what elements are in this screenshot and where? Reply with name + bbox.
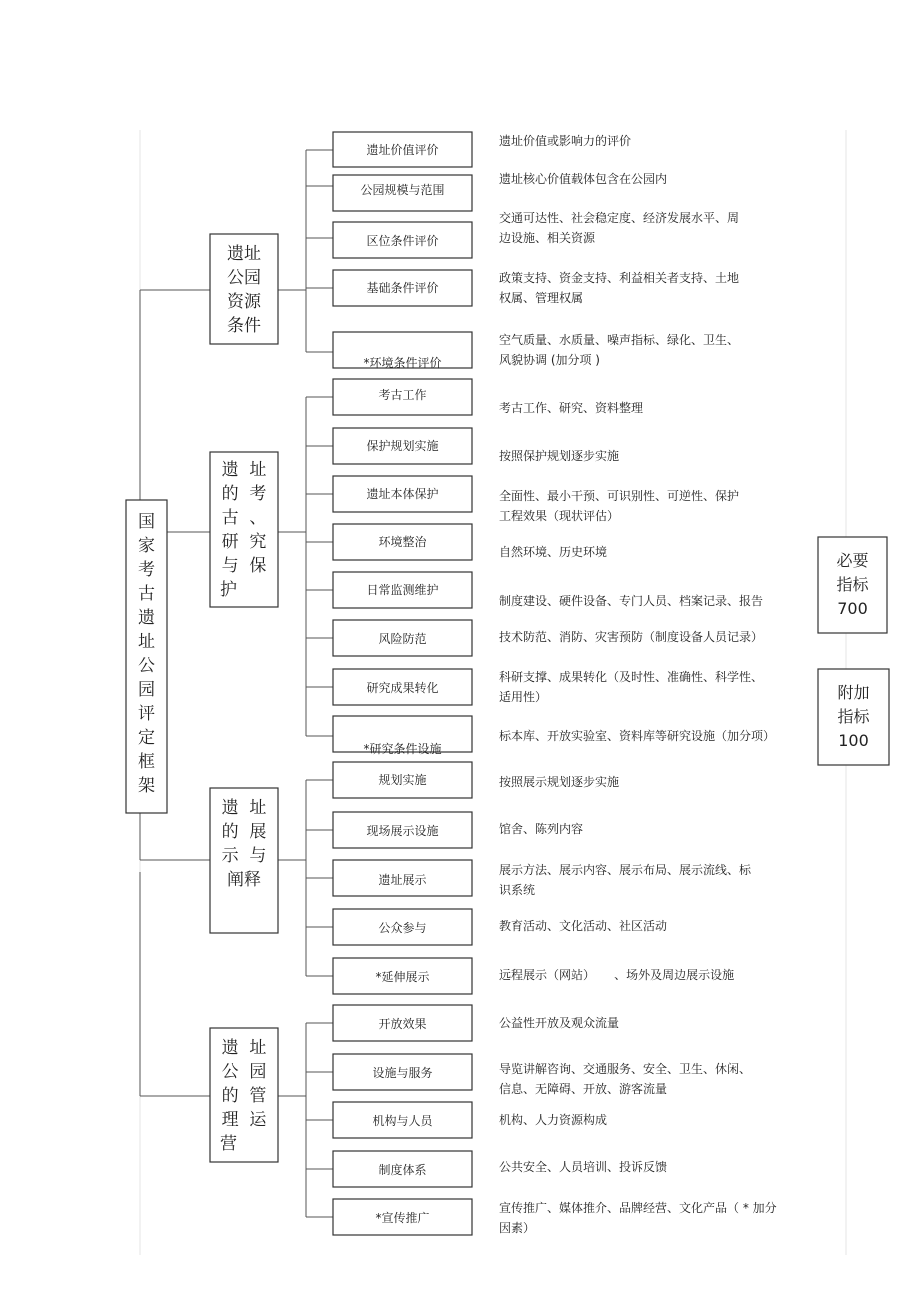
description-line: 自然环境、历史环境 (499, 545, 608, 559)
item-label: 公园规模与范围 (360, 183, 445, 197)
indicator-line: 指标 (836, 575, 869, 594)
group-title-line: 的 展 (221, 822, 267, 842)
root-title (126, 510, 167, 798)
group-title-line: 理 运 (221, 1110, 267, 1130)
description-line: 交通可达性、社会稳定度、经济发展水平、周 (499, 211, 740, 225)
group1-connector (278, 150, 333, 352)
description-line: 全面性、最小干预、可识别性、可逆性、保护 (499, 489, 740, 503)
group4-connector (278, 1023, 333, 1217)
description-line: 教育活动、文化活动、社区活动 (499, 919, 668, 933)
indicator-value: 100 (838, 731, 869, 750)
description-line: 识系统 (499, 883, 536, 897)
item-description (499, 131, 631, 151)
item-label: 机构与人员 (372, 1114, 433, 1128)
item-description (499, 486, 739, 526)
group-title-line: 与 保 (221, 556, 267, 576)
item-description (499, 169, 667, 189)
item-description (499, 446, 619, 466)
item-label: 遗址展示 (378, 873, 427, 887)
description-line: 权属、管理权属 (499, 291, 584, 305)
item-description (499, 1198, 777, 1238)
root-char: 园 (138, 680, 155, 700)
group-title-line: 古 、 (221, 508, 267, 528)
item-label: 遗址价值评价 (366, 143, 439, 157)
item-description (499, 726, 775, 746)
item-description (499, 860, 751, 900)
item-description (499, 965, 734, 985)
item-description (499, 667, 763, 707)
item-label: 保护规划实施 (366, 439, 439, 453)
description-line: 政策支持、资金支持、利益相关者支持、土地 (499, 271, 740, 285)
item-description (499, 1157, 667, 1177)
item-description (499, 1013, 619, 1033)
description-line: 制度建设、硬件设备、专门人员、档案记录、报告 (499, 594, 764, 608)
description-line: 公益性开放及观众流量 (499, 1016, 620, 1030)
description-line: 边设施、相关资源 (499, 231, 596, 245)
description-line: 公共安全、人员培训、投诉反馈 (499, 1160, 668, 1174)
description-line: 宣传推广、媒体推介、品牌经营、文化产品（ * 加分 (499, 1201, 777, 1215)
group-title-line: 研 究 (221, 532, 267, 552)
description-line: 标本库、开放实验室、资料库等研究设施（加分项） (499, 729, 776, 743)
item-label: 研究成果转化 (366, 681, 439, 695)
description-line: 远程展示（网站） 、场外及周边展示设施 (499, 968, 735, 982)
description-line: 机构、人力资源构成 (499, 1113, 608, 1127)
indicator-additional (818, 681, 889, 753)
item-description (499, 1110, 607, 1130)
item-description (499, 591, 763, 611)
item-label: 现场展示设施 (366, 824, 439, 838)
group-title-line: 遗 址 (221, 460, 267, 480)
item-description (499, 916, 667, 936)
root-char: 定 (138, 728, 155, 748)
root-char: 址 (138, 632, 155, 652)
description-line: 遗址核心价值载体包含在公园内 (499, 172, 668, 186)
description-line: 科研支撑、成果转化（及时性、准确性、科学性、 (499, 670, 764, 684)
item-description (499, 1059, 751, 1099)
description-line: 信息、无障碍、开放、游客流量 (499, 1082, 668, 1096)
item-label: 考古工作 (378, 388, 427, 402)
group2-title (210, 458, 278, 602)
item-label: 制度体系 (378, 1163, 427, 1177)
group-title-line: 的 管 (221, 1086, 267, 1106)
group-title-line: 遗 址 (221, 1038, 267, 1058)
group2-connector (278, 397, 333, 736)
item-label: 规划实施 (378, 773, 427, 787)
group-title-line: 的 考 (221, 484, 267, 504)
description-line: 按照保护规划逐步实施 (499, 449, 620, 463)
indicator-line: 必要 (836, 551, 869, 570)
group-title-line: 遗址 (227, 244, 261, 264)
indicator-line: 指标 (837, 707, 870, 726)
description-line: 因素） (499, 1221, 536, 1235)
item-description (499, 627, 763, 647)
item-description (499, 772, 619, 792)
description-line: 适用性） (499, 690, 548, 704)
group-title-line: 营 (220, 1134, 237, 1154)
group-title-line: 条件 (227, 316, 261, 336)
description-line: 空气质量、水质量、噪声指标、绿化、卫生、 (499, 333, 740, 347)
group4-title (210, 1036, 278, 1156)
item-label: *宣传推广 (375, 1211, 430, 1225)
root-char: 框 (138, 752, 155, 772)
description-line: 技术防范、消防、灾害预防（制度设备人员记录） (499, 630, 764, 644)
description-line: 导览讲解咨询、交通服务、安全、卫生、休闲、 (499, 1062, 752, 1076)
group3-title (210, 796, 278, 892)
description-line: 考古工作、研究、资料整理 (499, 401, 644, 415)
indicator-required (818, 549, 887, 621)
group-title-line: 公园 (227, 268, 261, 288)
item-description (499, 398, 643, 418)
group-title-line: 资源 (227, 292, 261, 312)
group-title-line: 阐释 (227, 870, 261, 890)
root-char: 架 (138, 776, 155, 796)
root-char: 公 (138, 656, 155, 676)
description-line: 遗址价值或影响力的评价 (499, 134, 632, 148)
item-description (499, 268, 739, 308)
item-label: 风险防范 (378, 632, 427, 646)
root-char: 古 (138, 584, 155, 604)
item-label: *延伸展示 (375, 970, 430, 984)
description-line: 馆舍、陈列内容 (499, 822, 584, 836)
item-description (499, 819, 583, 839)
item-label: *环境条件评价 (363, 356, 442, 370)
description-line: 工程效果（现状评估） (499, 509, 620, 523)
root-char: 评 (138, 704, 155, 724)
root-char: 国 (138, 512, 155, 532)
item-label: 环境整治 (378, 535, 427, 549)
item-label: 日常监测维护 (366, 583, 439, 597)
item-description (499, 208, 739, 248)
item-label: *研究条件设施 (363, 742, 442, 756)
group-title-line: 示 与 (221, 846, 267, 866)
root-char: 家 (138, 536, 155, 556)
indicator-value: 700 (837, 599, 868, 618)
group-title-line: 公 园 (221, 1062, 267, 1082)
item-description (499, 542, 607, 562)
indicator-line: 附加 (837, 683, 870, 702)
item-label: 遗址本体保护 (366, 487, 439, 501)
root-char: 考 (138, 560, 155, 580)
item-description (499, 330, 739, 370)
item-label: 区位条件评价 (366, 234, 439, 248)
group3-connector (278, 780, 333, 976)
description-line: 按照展示规划逐步实施 (499, 775, 620, 789)
item-label: 设施与服务 (372, 1066, 433, 1080)
group-title-line: 遗 址 (221, 798, 267, 818)
root-char: 遗 (138, 608, 155, 628)
item-label: 公众参与 (378, 921, 427, 935)
item-label: 基础条件评价 (366, 281, 439, 295)
group-title-line: 护 (220, 580, 237, 600)
description-line: 展示方法、展示内容、展示布局、展示流线、标 (499, 863, 752, 877)
group1-title (210, 242, 278, 338)
description-line: 风貌协调 (加分项 ) (499, 353, 600, 367)
item-label: 开放效果 (378, 1017, 427, 1031)
